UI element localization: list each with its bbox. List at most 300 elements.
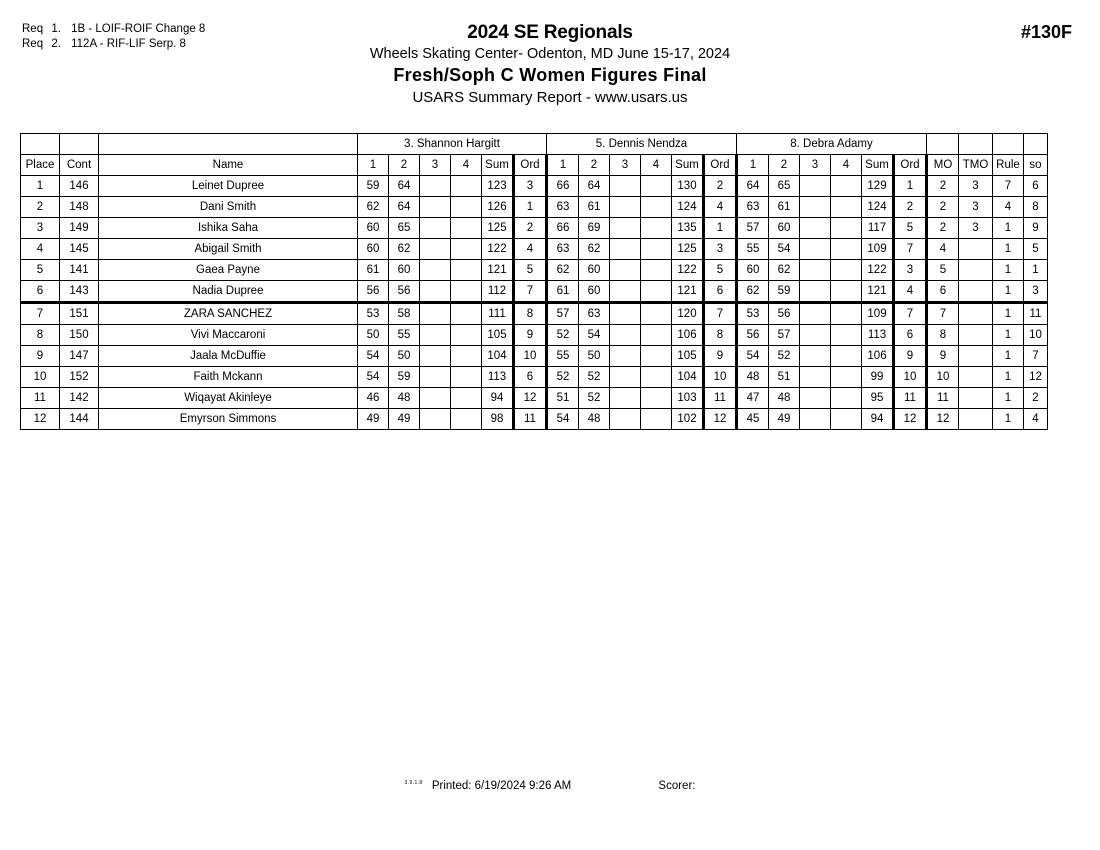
cell-judge1-sum: 98 (482, 409, 514, 430)
cell-judge1-figure4 (451, 346, 482, 367)
cell-rule: 1 (993, 260, 1024, 281)
cell-judge3-sum: 122 (862, 260, 894, 281)
cell-judge2-figure1: 55 (547, 346, 579, 367)
cell-judge2-figure2: 54 (579, 325, 610, 346)
cell-judge3-figure4 (831, 239, 862, 260)
cell-judge2-sum: 122 (672, 260, 704, 281)
cell-judge3-ordinal: 7 (894, 239, 927, 260)
cell-rule: 1 (993, 325, 1024, 346)
meet-title: 2024 SE Regionals (467, 22, 633, 43)
cell-judge2-figure2: 60 (579, 260, 610, 281)
cell-contestant-number: 147 (60, 346, 99, 367)
cell-judge2-figure2: 50 (579, 346, 610, 367)
requirement-label: Req (22, 38, 44, 50)
cell-judge1-figure2: 64 (389, 197, 420, 218)
cell-judge3-ordinal: 4 (894, 281, 927, 303)
cell-judge1-figure1: 49 (358, 409, 389, 430)
column-header-mo: MO (927, 155, 959, 176)
cell-judge3-ordinal: 3 (894, 260, 927, 281)
cell-judge3-figure1: 63 (737, 197, 769, 218)
cell-place: 9 (21, 346, 60, 367)
cell-majority-ordinal: 6 (927, 281, 959, 303)
cell-judge3-sum: 113 (862, 325, 894, 346)
cell-judge2-figure3 (610, 239, 641, 260)
printed-timestamp: Printed: 6/19/2024 9:26 AM (431, 780, 572, 792)
cell-judge1-figure4 (451, 325, 482, 346)
cell-judge3-figure4 (831, 346, 862, 367)
cell-judge3-figure3 (800, 367, 831, 388)
cell-judge2-figure4 (641, 197, 672, 218)
cell-judge3-figure4 (831, 409, 862, 430)
table-row (21, 260, 1048, 281)
cell-judge1-sum: 125 (482, 218, 514, 239)
cell-judge3-ordinal: 11 (894, 388, 927, 409)
cell-judge1-figure3 (420, 367, 451, 388)
cell-judge1-sum: 94 (482, 388, 514, 409)
cell-contestant-number: 150 (60, 325, 99, 346)
cell-judge1-figure1: 54 (358, 367, 389, 388)
cell-judge1-figure4 (451, 176, 482, 197)
column-header-so: so (1024, 155, 1048, 176)
cell-place: 7 (21, 303, 60, 325)
table-row (21, 346, 1048, 367)
cell-judge2-figure3 (610, 303, 641, 325)
column-header-j1-fig3: 3 (420, 155, 451, 176)
cell-judge3-figure3 (800, 197, 831, 218)
table-header-row (21, 155, 1048, 176)
column-header-place: Place (21, 155, 60, 176)
column-header-j2-fig3: 3 (610, 155, 641, 176)
cell-rule: 1 (993, 409, 1024, 430)
cell-judge1-ordinal: 7 (514, 281, 547, 303)
cell-judge1-sum: 104 (482, 346, 514, 367)
cell-total-majority-ordinal (959, 325, 993, 346)
cell-judge1-ordinal: 9 (514, 325, 547, 346)
cell-place: 6 (21, 281, 60, 303)
cell-judge1-ordinal: 11 (514, 409, 547, 430)
cell-sum-ordinals: 6 (1024, 176, 1048, 197)
cell-skater-name: Vivi Maccaroni (99, 325, 358, 346)
cell-judge2-figure4 (641, 176, 672, 197)
cell-judge2-figure2: 61 (579, 197, 610, 218)
cell-judge3-figure3 (800, 388, 831, 409)
cell-judge2-figure4 (641, 303, 672, 325)
cell-judge3-figure2: 62 (769, 260, 800, 281)
report-footer (0, 780, 1100, 792)
cell-judge1-figure3 (420, 197, 451, 218)
judge-band-spacer (60, 134, 99, 155)
cell-judge1-figure2: 64 (389, 176, 420, 197)
cell-skater-name: Wiqayat Akinleye (99, 388, 358, 409)
cell-sum-ordinals: 1 (1024, 260, 1048, 281)
column-header-rule: Rule (993, 155, 1024, 176)
cell-majority-ordinal: 12 (927, 409, 959, 430)
cell-contestant-number: 145 (60, 239, 99, 260)
requirement-number: 1. (51, 23, 61, 35)
cell-judge2-ordinal: 7 (704, 303, 737, 325)
cell-judge3-figure3 (800, 218, 831, 239)
cell-skater-name: Emyrson Simmons (99, 409, 358, 430)
cell-judge3-sum: 129 (862, 176, 894, 197)
cell-judge1-sum: 112 (482, 281, 514, 303)
cell-judge1-figure2: 56 (389, 281, 420, 303)
cell-judge1-ordinal: 5 (514, 260, 547, 281)
cell-judge2-ordinal: 8 (704, 325, 737, 346)
cell-judge2-figure1: 63 (547, 239, 579, 260)
cell-judge3-figure4 (831, 218, 862, 239)
cell-total-majority-ordinal (959, 260, 993, 281)
report-source: USARS Summary Report - www.usars.us (412, 89, 688, 106)
cell-total-majority-ordinal (959, 388, 993, 409)
cell-judge1-figure1: 54 (358, 346, 389, 367)
cell-judge2-ordinal: 2 (704, 176, 737, 197)
cell-majority-ordinal: 5 (927, 260, 959, 281)
cell-judge3-figure4 (831, 388, 862, 409)
cell-contestant-number: 142 (60, 388, 99, 409)
cell-judge3-figure3 (800, 346, 831, 367)
cell-judge2-figure3 (610, 218, 641, 239)
cell-judge1-figure3 (420, 281, 451, 303)
cell-judge1-figure3 (420, 260, 451, 281)
cell-judge2-sum: 125 (672, 239, 704, 260)
judge-band-tail (1024, 134, 1048, 155)
cell-judge2-ordinal: 6 (704, 281, 737, 303)
cell-judge3-figure4 (831, 325, 862, 346)
column-header-tmo: TMO (959, 155, 993, 176)
cell-judge2-figure3 (610, 325, 641, 346)
cell-judge3-figure2: 49 (769, 409, 800, 430)
judge-band-tail (993, 134, 1024, 155)
cell-judge3-figure2: 59 (769, 281, 800, 303)
table-row (21, 197, 1048, 218)
cell-skater-name: Gaea Payne (99, 260, 358, 281)
results-table-body (21, 176, 1048, 430)
cell-majority-ordinal: 9 (927, 346, 959, 367)
cell-judge2-sum: 121 (672, 281, 704, 303)
cell-judge1-figure3 (420, 218, 451, 239)
table-row (21, 325, 1048, 346)
cell-judge3-ordinal: 5 (894, 218, 927, 239)
cell-place: 12 (21, 409, 60, 430)
cell-judge3-figure3 (800, 176, 831, 197)
cell-judge1-figure1: 50 (358, 325, 389, 346)
cell-judge1-figure2: 49 (389, 409, 420, 430)
cell-judge3-figure1: 45 (737, 409, 769, 430)
judge-1-name: 3. Shannon Hargitt (358, 134, 547, 155)
judge-band-spacer (99, 134, 358, 155)
column-header-j1-sum: Sum (482, 155, 514, 176)
column-header-j3-fig2: 2 (769, 155, 800, 176)
cell-judge3-ordinal: 7 (894, 303, 927, 325)
cell-rule: 4 (993, 197, 1024, 218)
cell-judge1-figure3 (420, 303, 451, 325)
judge-band-row (21, 134, 1048, 155)
cell-judge3-ordinal: 9 (894, 346, 927, 367)
cell-majority-ordinal: 4 (927, 239, 959, 260)
cell-judge3-figure2: 56 (769, 303, 800, 325)
cell-judge1-figure2: 48 (389, 388, 420, 409)
table-row (21, 367, 1048, 388)
cell-judge2-figure2: 52 (579, 388, 610, 409)
cell-judge1-sum: 123 (482, 176, 514, 197)
column-header-j2-sum: Sum (672, 155, 704, 176)
cell-judge1-figure1: 56 (358, 281, 389, 303)
judge-band-tail (959, 134, 993, 155)
cell-rule: 1 (993, 303, 1024, 325)
column-header-j1-fig4: 4 (451, 155, 482, 176)
cell-total-majority-ordinal (959, 367, 993, 388)
cell-judge2-figure4 (641, 260, 672, 281)
cell-sum-ordinals: 11 (1024, 303, 1048, 325)
cell-judge1-ordinal: 6 (514, 367, 547, 388)
cell-judge2-figure3 (610, 176, 641, 197)
table-row (21, 409, 1048, 430)
cell-judge2-figure1: 54 (547, 409, 579, 430)
cell-judge2-figure1: 51 (547, 388, 579, 409)
cell-judge1-figure4 (451, 218, 482, 239)
cell-judge2-ordinal: 9 (704, 346, 737, 367)
event-code: #130F (1020, 22, 1072, 42)
cell-judge2-ordinal: 11 (704, 388, 737, 409)
cell-judge2-sum: 106 (672, 325, 704, 346)
report-version: 3.9.1.8 (404, 780, 423, 787)
cell-judge2-sum: 103 (672, 388, 704, 409)
cell-judge2-figure4 (641, 325, 672, 346)
table-row (21, 176, 1048, 197)
column-header-j2-fig4: 4 (641, 155, 672, 176)
meet-venue-date: Wheels Skating Center- Odenton, MD June 15-17, 2024 (369, 46, 731, 62)
cell-sum-ordinals: 7 (1024, 346, 1048, 367)
cell-judge3-figure1: 62 (737, 281, 769, 303)
cell-judge2-figure1: 62 (547, 260, 579, 281)
cell-judge3-figure4 (831, 176, 862, 197)
judge-2-name: 5. Dennis Nendza (547, 134, 737, 155)
cell-judge2-figure4 (641, 409, 672, 430)
cell-contestant-number: 149 (60, 218, 99, 239)
cell-judge3-figure2: 57 (769, 325, 800, 346)
cell-judge1-sum: 121 (482, 260, 514, 281)
cell-judge1-figure4 (451, 239, 482, 260)
cell-judge2-figure2: 48 (579, 409, 610, 430)
scorer-label: Scorer: (658, 780, 696, 792)
cell-contestant-number: 151 (60, 303, 99, 325)
cell-judge1-figure1: 60 (358, 218, 389, 239)
column-header-name: Name (99, 155, 358, 176)
cell-judge3-figure2: 60 (769, 218, 800, 239)
cell-judge1-sum: 105 (482, 325, 514, 346)
cell-rule: 7 (993, 176, 1024, 197)
cell-judge1-figure2: 59 (389, 367, 420, 388)
cell-total-majority-ordinal (959, 346, 993, 367)
cell-judge1-sum: 113 (482, 367, 514, 388)
cell-place: 11 (21, 388, 60, 409)
cell-skater-name: Ishika Saha (99, 218, 358, 239)
cell-judge3-figure2: 65 (769, 176, 800, 197)
cell-judge2-ordinal: 12 (704, 409, 737, 430)
cell-judge2-figure1: 61 (547, 281, 579, 303)
cell-judge2-sum: 130 (672, 176, 704, 197)
cell-judge1-ordinal: 8 (514, 303, 547, 325)
column-header-j3-sum: Sum (862, 155, 894, 176)
column-header-j1-ord: Ord (514, 155, 547, 176)
cell-judge2-ordinal: 3 (704, 239, 737, 260)
cell-judge1-figure4 (451, 260, 482, 281)
cell-majority-ordinal: 11 (927, 388, 959, 409)
cell-total-majority-ordinal: 3 (959, 176, 993, 197)
cell-judge1-figure3 (420, 409, 451, 430)
cell-contestant-number: 141 (60, 260, 99, 281)
cell-total-majority-ordinal: 3 (959, 218, 993, 239)
column-header-j1-fig1: 1 (358, 155, 389, 176)
cell-majority-ordinal: 10 (927, 367, 959, 388)
cell-judge2-ordinal: 1 (704, 218, 737, 239)
cell-total-majority-ordinal (959, 409, 993, 430)
cell-judge2-figure3 (610, 281, 641, 303)
cell-judge2-figure1: 52 (547, 367, 579, 388)
cell-judge3-sum: 99 (862, 367, 894, 388)
judge-band-spacer (21, 134, 60, 155)
cell-majority-ordinal: 7 (927, 303, 959, 325)
cell-judge2-figure2: 52 (579, 367, 610, 388)
column-header-j2-fig2: 2 (579, 155, 610, 176)
cell-judge2-figure4 (641, 281, 672, 303)
column-header-j3-fig1: 1 (737, 155, 769, 176)
cell-judge3-figure1: 54 (737, 346, 769, 367)
cell-judge3-figure1: 56 (737, 325, 769, 346)
cell-judge2-figure4 (641, 388, 672, 409)
cell-place: 8 (21, 325, 60, 346)
requirement-text: 1B - LOIF-ROIF Change 8 (71, 23, 206, 35)
cell-judge3-figure1: 60 (737, 260, 769, 281)
report-header (0, 22, 1100, 108)
cell-judge1-figure4 (451, 303, 482, 325)
cell-judge2-figure2: 63 (579, 303, 610, 325)
cell-judge3-figure1: 64 (737, 176, 769, 197)
cell-judge1-figure4 (451, 388, 482, 409)
cell-judge2-ordinal: 5 (704, 260, 737, 281)
cell-judge3-sum: 106 (862, 346, 894, 367)
cell-judge2-figure1: 66 (547, 176, 579, 197)
cell-judge2-figure2: 69 (579, 218, 610, 239)
cell-judge2-figure3 (610, 197, 641, 218)
cell-judge1-figure1: 60 (358, 239, 389, 260)
cell-judge1-sum: 126 (482, 197, 514, 218)
cell-judge3-sum: 124 (862, 197, 894, 218)
cell-total-majority-ordinal (959, 303, 993, 325)
cell-judge3-ordinal: 10 (894, 367, 927, 388)
cell-judge3-figure3 (800, 409, 831, 430)
cell-judge3-figure2: 51 (769, 367, 800, 388)
cell-total-majority-ordinal (959, 281, 993, 303)
cell-majority-ordinal: 8 (927, 325, 959, 346)
cell-judge2-sum: 105 (672, 346, 704, 367)
cell-judge3-sum: 94 (862, 409, 894, 430)
cell-judge1-ordinal: 3 (514, 176, 547, 197)
column-header-j2-fig1: 1 (547, 155, 579, 176)
cell-place: 5 (21, 260, 60, 281)
cell-skater-name: ZARA SANCHEZ (99, 303, 358, 325)
cell-rule: 1 (993, 367, 1024, 388)
cell-judge3-figure4 (831, 303, 862, 325)
table-row (21, 281, 1048, 303)
cell-skater-name: Abigail Smith (99, 239, 358, 260)
cell-judge3-figure4 (831, 367, 862, 388)
cell-judge1-sum: 122 (482, 239, 514, 260)
cell-judge3-figure4 (831, 281, 862, 303)
table-row (21, 388, 1048, 409)
cell-judge3-sum: 109 (862, 303, 894, 325)
cell-judge2-sum: 135 (672, 218, 704, 239)
cell-judge3-figure2: 61 (769, 197, 800, 218)
cell-judge1-figure2: 62 (389, 239, 420, 260)
cell-sum-ordinals: 3 (1024, 281, 1048, 303)
cell-judge3-figure2: 54 (769, 239, 800, 260)
cell-judge2-figure4 (641, 346, 672, 367)
column-header-cont: Cont (60, 155, 99, 176)
cell-judge3-figure4 (831, 197, 862, 218)
cell-judge1-figure1: 62 (358, 197, 389, 218)
cell-judge3-ordinal: 12 (894, 409, 927, 430)
cell-judge1-figure1: 53 (358, 303, 389, 325)
cell-judge3-figure1: 48 (737, 367, 769, 388)
cell-judge2-figure3 (610, 367, 641, 388)
cell-judge3-figure1: 57 (737, 218, 769, 239)
cell-judge3-figure1: 55 (737, 239, 769, 260)
judge-3-name: 8. Debra Adamy (737, 134, 927, 155)
cell-judge3-figure2: 52 (769, 346, 800, 367)
cell-judge1-figure2: 55 (389, 325, 420, 346)
cell-sum-ordinals: 10 (1024, 325, 1048, 346)
cell-judge1-figure1: 46 (358, 388, 389, 409)
cell-judge1-ordinal: 12 (514, 388, 547, 409)
column-header-j3-fig4: 4 (831, 155, 862, 176)
cell-judge1-figure3 (420, 346, 451, 367)
table-row (21, 218, 1048, 239)
cell-sum-ordinals: 4 (1024, 409, 1048, 430)
cell-place: 2 (21, 197, 60, 218)
cell-judge1-figure3 (420, 388, 451, 409)
cell-judge2-figure2: 62 (579, 239, 610, 260)
cell-judge3-figure3 (800, 281, 831, 303)
column-header-j3-fig3: 3 (800, 155, 831, 176)
cell-judge1-figure1: 61 (358, 260, 389, 281)
cell-place: 1 (21, 176, 60, 197)
cell-judge3-figure1: 47 (737, 388, 769, 409)
cell-skater-name: Leinet Dupree (99, 176, 358, 197)
cell-judge2-figure3 (610, 388, 641, 409)
cell-judge3-figure3 (800, 239, 831, 260)
cell-judge1-figure3 (420, 176, 451, 197)
cell-place: 10 (21, 367, 60, 388)
cell-judge1-ordinal: 10 (514, 346, 547, 367)
cell-sum-ordinals: 5 (1024, 239, 1048, 260)
cell-judge3-ordinal: 1 (894, 176, 927, 197)
cell-contestant-number: 148 (60, 197, 99, 218)
table-row (21, 239, 1048, 260)
cell-judge2-figure1: 57 (547, 303, 579, 325)
cell-place: 4 (21, 239, 60, 260)
cell-rule: 1 (993, 346, 1024, 367)
cell-judge3-sum: 95 (862, 388, 894, 409)
cell-judge1-ordinal: 1 (514, 197, 547, 218)
cell-judge2-figure4 (641, 239, 672, 260)
cell-rule: 1 (993, 388, 1024, 409)
cell-judge3-figure3 (800, 325, 831, 346)
cell-skater-name: Dani Smith (99, 197, 358, 218)
cell-judge3-sum: 109 (862, 239, 894, 260)
cell-judge3-figure1: 53 (737, 303, 769, 325)
judge-band-tail (927, 134, 959, 155)
